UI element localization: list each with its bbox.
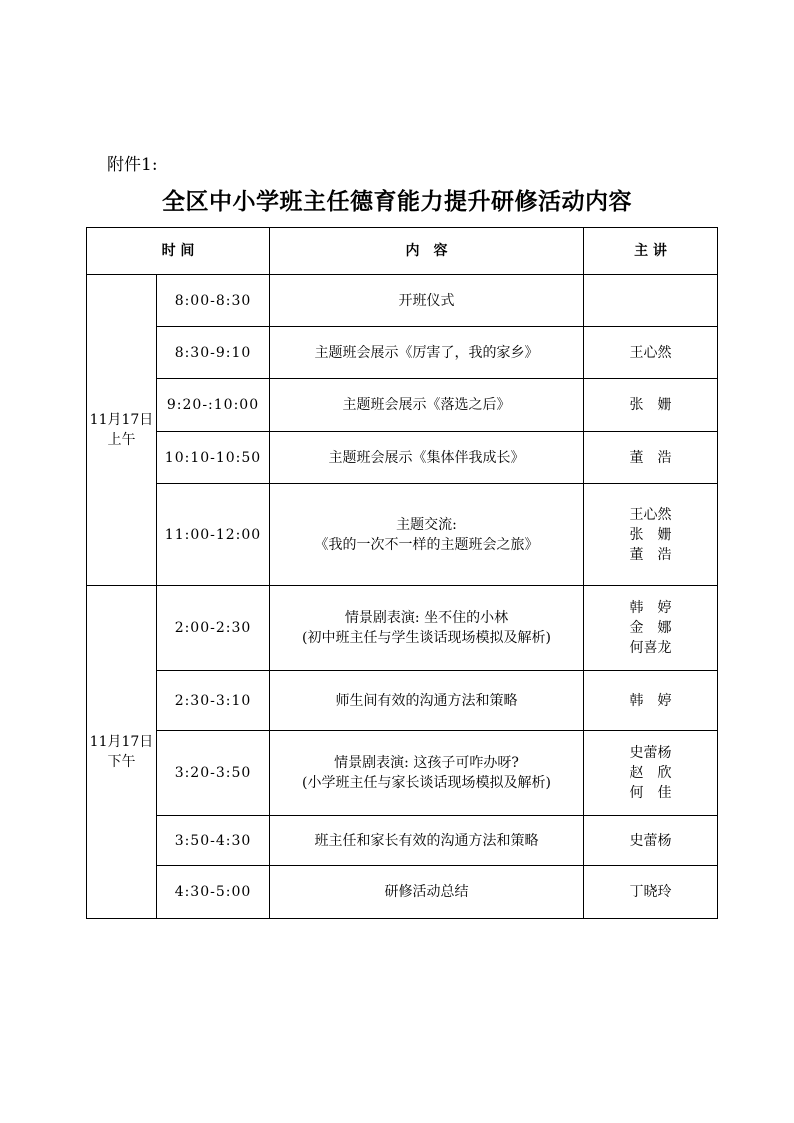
morning-date-cell: [87, 275, 157, 586]
speaker-name: 董 浩: [629, 546, 672, 563]
morning-row: [87, 484, 718, 586]
speaker-cell: [584, 671, 718, 731]
header-speaker: 主 讲: [584, 228, 718, 275]
content-line: 研修活动总结: [384, 884, 469, 900]
content-cell: [270, 275, 584, 327]
content-line: (小学班主任与家长谈话现场模拟及解析): [302, 775, 551, 791]
time-cell: 2:00-2:30: [157, 586, 270, 671]
morning-row: [87, 275, 718, 327]
content-line: 主题班会展示《落选之后》: [342, 397, 511, 413]
date-text: 11月17日: [89, 412, 154, 428]
speaker-cell: [584, 866, 718, 919]
content-line: 情景剧表演: 这孩子可咋办呀?: [334, 755, 519, 771]
speaker-cell: [584, 432, 718, 484]
afternoon-row: [87, 816, 718, 866]
time-cell: 10:10-10:50: [157, 432, 270, 484]
header-row: [87, 228, 718, 275]
speaker-name: 韩 婷: [629, 692, 672, 709]
afternoon-row: [87, 586, 718, 671]
speaker-cell: [584, 816, 718, 866]
speaker-name: 丁晓玲: [629, 884, 672, 900]
speaker-name: 韩 婷: [629, 600, 672, 616]
content-cell: [270, 731, 584, 816]
speaker-cell: [584, 275, 718, 327]
speaker-name: 董 浩: [629, 449, 672, 466]
morning-row: [87, 327, 718, 379]
time-cell: 4:30-5:00: [157, 866, 270, 919]
content-cell: [270, 379, 584, 432]
content-cell: [270, 866, 584, 919]
speaker-name: 王心然: [629, 506, 672, 523]
content-line: (初中班主任与学生谈话现场模拟及解析): [302, 630, 551, 646]
morning-row: [87, 379, 718, 432]
header-content: 内 容: [270, 228, 584, 275]
content-cell: [270, 816, 584, 866]
afternoon-row: [87, 866, 718, 919]
afternoon-row: [87, 671, 718, 731]
speaker-name: 赵 欣: [629, 765, 672, 781]
content-line: 主题班会展示《集体伴我成长》: [328, 449, 525, 466]
speaker-cell: [584, 484, 718, 586]
date-text: 11月17日: [89, 734, 154, 750]
content-line: 情景剧表演: 坐不住的小林: [344, 610, 509, 626]
header-time: 时 间: [87, 228, 270, 275]
speaker-cell: [584, 327, 718, 379]
content-cell: [270, 432, 584, 484]
speaker-name: 金 娜: [629, 620, 672, 636]
date-text: 上午: [107, 432, 136, 448]
content-line: 班主任和家长有效的沟通方法和策略: [314, 832, 539, 849]
afternoon-date-cell: [87, 586, 157, 919]
time-cell: 2:30-3:10: [157, 671, 270, 731]
content-line: 主题交流:: [396, 516, 457, 533]
content-line: 开班仪式: [398, 292, 455, 309]
time-cell: 8:30-9:10: [157, 327, 270, 379]
speaker-cell: [584, 379, 718, 432]
speaker-name: 史蕾杨: [629, 745, 672, 761]
speaker-name: 张 姗: [629, 526, 672, 543]
time-cell: 11:00-12:00: [157, 484, 270, 586]
attachment-label: 附件1:: [107, 155, 158, 175]
time-cell: 8:00-8:30: [157, 275, 270, 327]
content-line: 主题班会展示《厉害了，我的家乡》: [314, 344, 539, 361]
content-line: 《我的一次不一样的主题班会之旅》: [314, 536, 539, 553]
speaker-name: 王心然: [629, 344, 672, 361]
content-cell: [270, 327, 584, 379]
speaker-name: 何 佳: [629, 785, 672, 801]
time-cell: 3:50-4:30: [157, 816, 270, 866]
content-cell: [270, 484, 584, 586]
content-line: 师生间有效的沟通方法和策略: [335, 692, 518, 709]
afternoon-row: [87, 731, 718, 816]
speaker-name: 何喜龙: [629, 640, 672, 656]
page-title: 全区中小学班主任德育能力提升研修活动内容: [162, 188, 632, 215]
time-cell: 9:20-:10:00: [157, 379, 270, 432]
schedule-table: [86, 227, 718, 919]
speaker-cell: [584, 586, 718, 671]
speaker-name: 张 姗: [629, 397, 672, 413]
speaker-cell: [584, 731, 718, 816]
time-cell: 3:20-3:50: [157, 731, 270, 816]
content-cell: [270, 586, 584, 671]
morning-row: [87, 432, 718, 484]
date-text: 下午: [107, 754, 136, 770]
speaker-name: 史蕾杨: [629, 832, 672, 849]
content-cell: [270, 671, 584, 731]
